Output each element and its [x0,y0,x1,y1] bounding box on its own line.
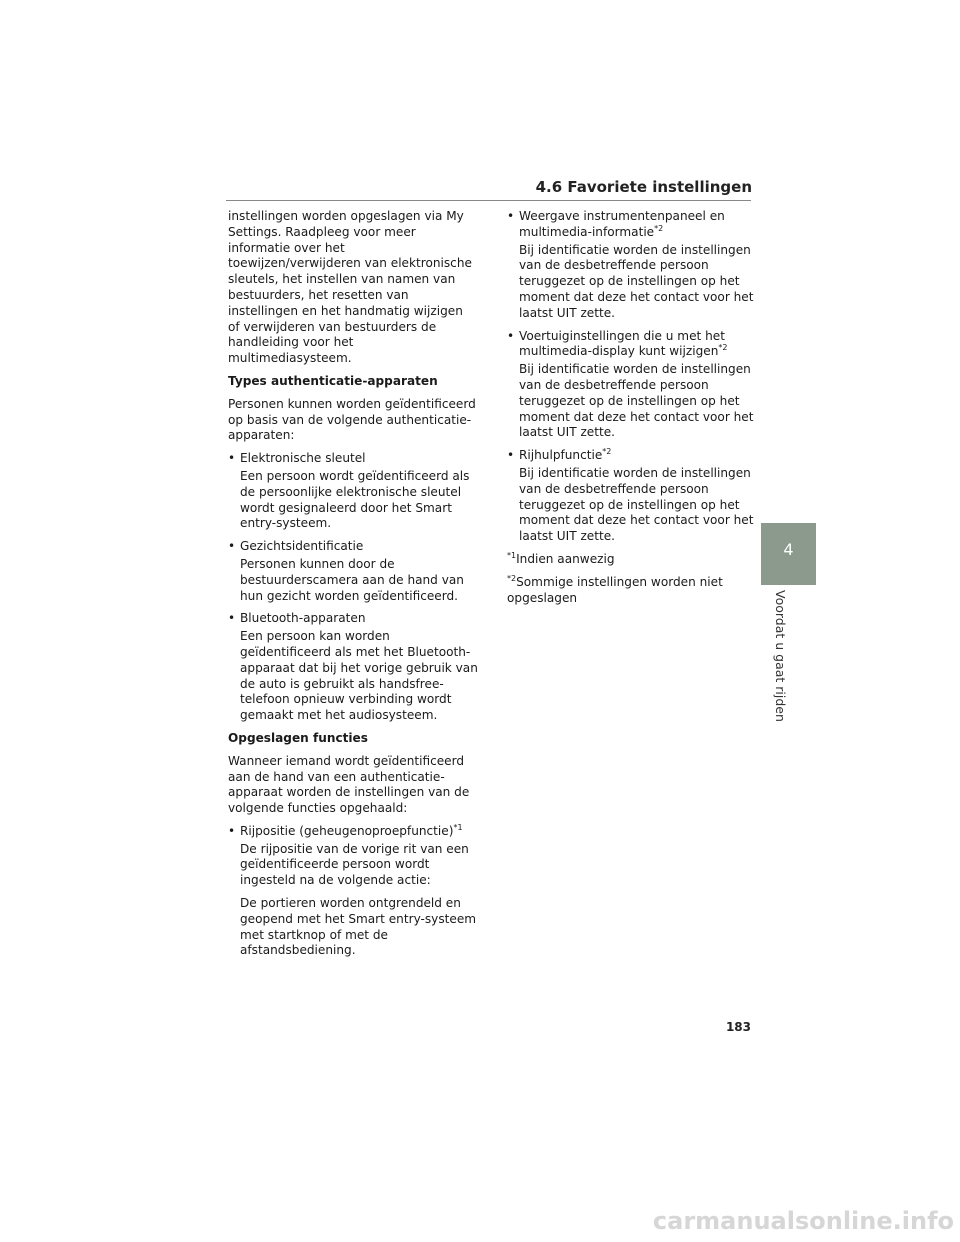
footnote-2-text: Sommige instellingen worden niet opgeslagen [507,574,723,605]
footnote-1-mark: *1 [507,550,517,560]
stored-functions-intro: Wanneer iemand wordt geïdentificeerd aan de hand van een authenticatie-apparaat worden de instellingen van de volgende functies opgehaald: [228,753,470,816]
header-divider [226,200,751,201]
instrument-display-desc: Bij identificatie worden de instellingen van de desbetreffende persoon teruggezet op de instellingen op het moment dat deze het contact voor het laatst UIT zette. [519,242,754,320]
driving-assist-desc: Bij identificatie worden de instellingen van de desbetreffende persoon teruggezet op de instellingen op het moment dat deze het contact voor het laatst UIT zette. [519,465,754,544]
footnote-2-mark: *2 [507,573,517,583]
authentication-intro: Personen kunnen worden geïdentificeerd op basis van de volgende authenticatie-apparaten: [228,396,476,443]
driving-position-desc-1: De rijpositie van de vorige rit van een geïdentificeerde persoon wordt ingesteld na de volgende actie: [240,841,469,888]
footnote-ref: *1 [453,822,463,832]
bullet-driving-position-label: Rijpositie (geheugenoproepfunctie) [240,823,454,838]
bullet-face-id: • Gezichtsidentificatie [228,539,478,555]
bullet-electronic-key: • Elektronische sleutel [228,451,478,467]
footnote-ref: *2 [602,447,612,457]
vehicle-settings-desc: Bij identificatie worden de instellingen van de desbetreffende persoon teruggezet op de instellingen op het moment dat deze het contact voor het laatst UIT zette. [519,362,754,440]
chapter-number: 4 [783,540,794,559]
heading-authentication-devices: Types authenticatie-apparaten [228,373,438,388]
bullet-face-id-desc: Personen kunnen door de bestuurderscamera aan de hand van hun gezicht worden geïdentificeerd. [240,556,464,603]
bullet-driving-assist-label: Rijhulpfunctie [519,448,603,463]
footnote-ref: *2 [654,223,664,233]
page-number: 183 [725,1020,751,1034]
driving-position-desc-2: De portieren worden ontgrendeld en geopend met het Smart entry-systeem met startknop of met de afstandsbediening. [240,896,477,958]
section-title: 4.6 Favoriete instellingen [535,178,752,196]
bullet-bluetooth: • Bluetooth-apparaten [228,611,478,627]
footnote-2 [507,575,757,607]
bullet-vehicle-settings-label: Voertuiginstellingen die u met het multimedia-display kunt wijzigen [519,328,725,359]
intro-paragraph: instellingen worden opgeslagen via My Settings. Raadpleeg voor meer informatie over het toewijzen/verwijderen van elektronische sleutels, het instellen van namen van bestuurders, het resetten van instellingen en het handmatig wijzigen of verwijderen van bestuurders de handleiding voor het multimediasysteem. [228,209,472,366]
right-column [507,209,757,613]
footnote-1 [507,552,757,568]
chapter-label: Voordat u gaat rijden [773,590,788,722]
left-column [228,209,478,966]
bullet-bluetooth-desc: Een persoon kan worden geïdentificeerd als met het Bluetooth-apparaat dat bij het vorige gebruik van de auto is gebruikt als handsfree-telefoon opnieuw verbinding wordt gemaakt met het audiosysteem. [240,629,478,723]
footnote-ref: *2 [718,343,728,353]
footnote-1-text: Indien aanwezig [516,551,615,566]
bullet-vehicle-settings [507,329,757,361]
bullet-instrument-display [507,209,757,241]
heading-stored-functions: Opgeslagen functies [228,730,368,745]
bullet-driving-position [228,824,478,840]
bullet-instrument-display-label: Weergave instrumentenpaneel en multimedia-informatie [519,209,725,239]
bullet-driving-assist [507,448,757,464]
bullet-electronic-key-desc: Een persoon wordt geïdentificeerd als de persoonlijke elektronische sleutel wordt gesignaleerd door het Smart entry-systeem. [240,468,470,531]
watermark: carmanualsonline.info [652,1207,954,1235]
